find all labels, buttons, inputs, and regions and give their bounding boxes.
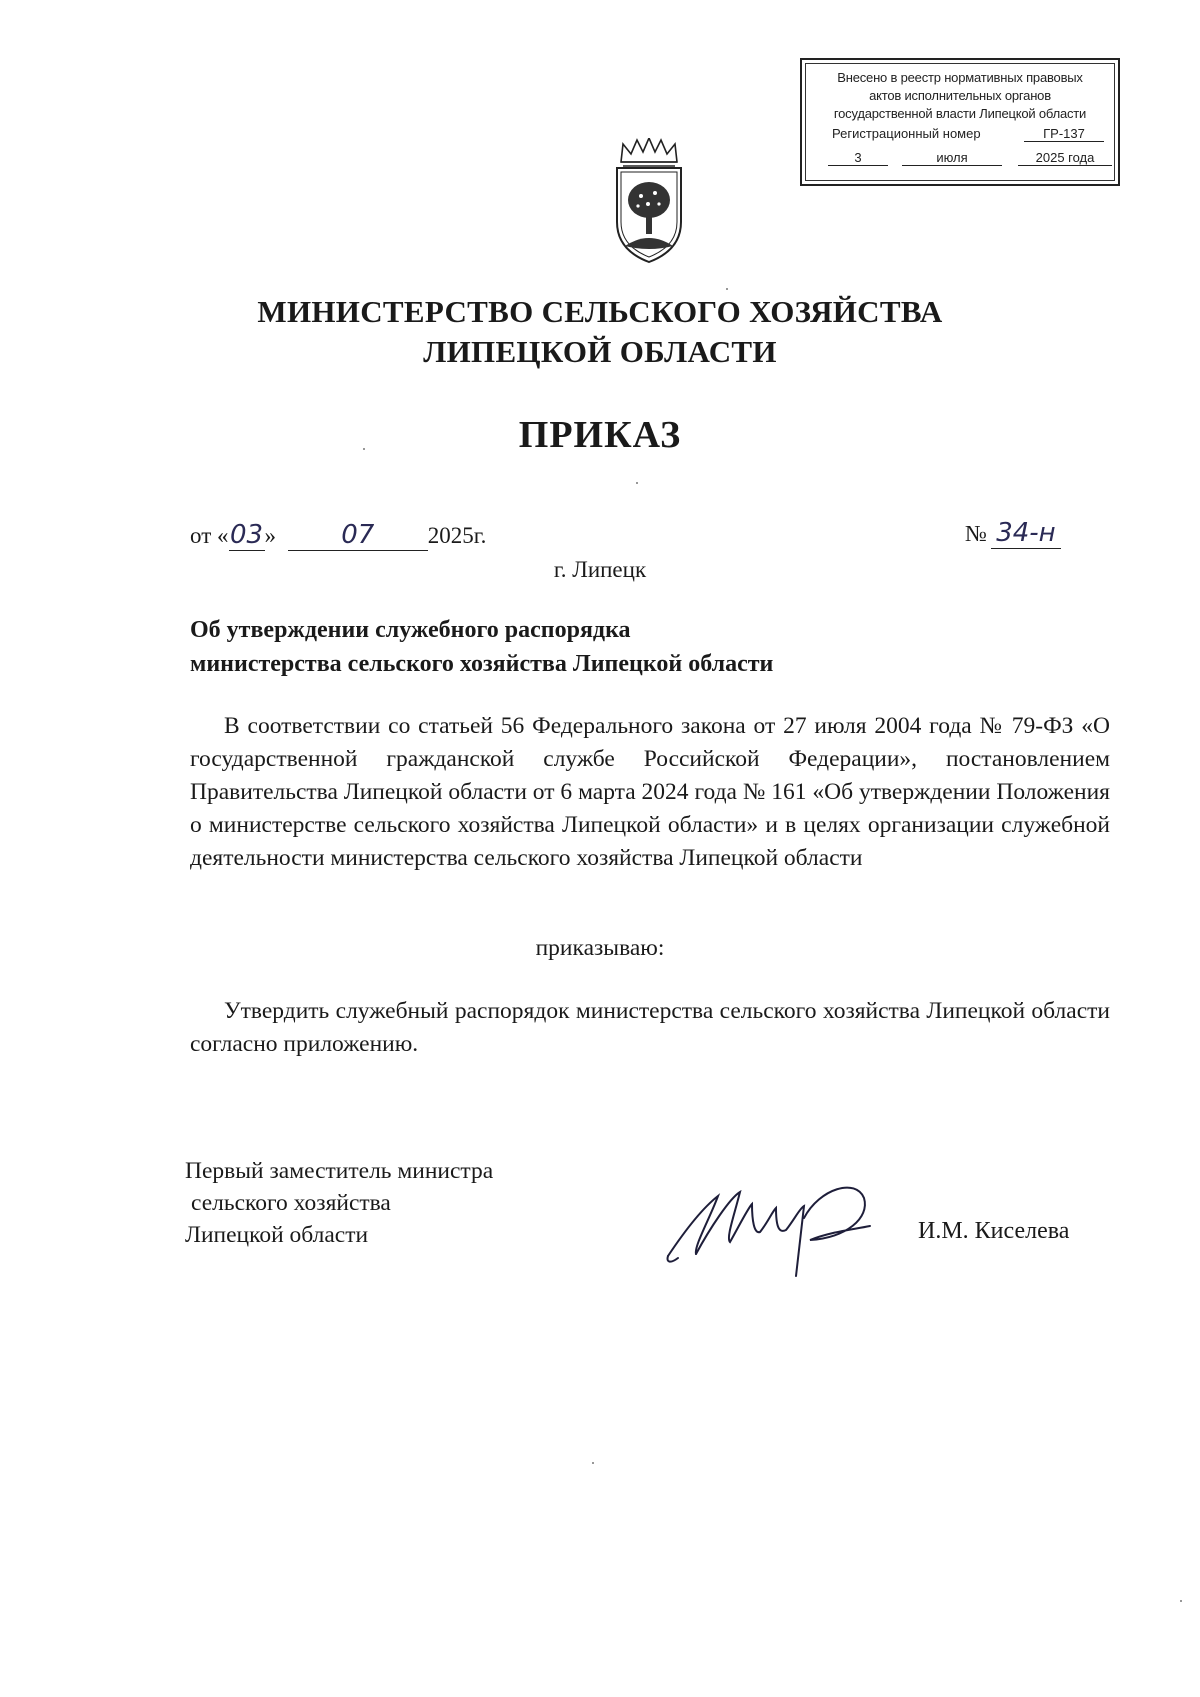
stamp-month: июля	[902, 150, 1002, 166]
date-prefix: от «	[190, 523, 229, 548]
registry-stamp	[800, 58, 1120, 186]
date-year: 2025г.	[427, 523, 487, 548]
stamp-day: 3	[828, 150, 888, 166]
signer-position	[185, 1155, 493, 1251]
date-line	[190, 520, 486, 551]
preamble-paragraph: В соответствии со статьей 56 Федерального закона от 27 июля 2004 года № 79-ФЗ «О государственной гражданской службе Российской Федерации», постановлением Правительства Липецкой области от 6 марта 2024 года № 161 «Об утверждении Положения о министерстве сельского хозяйства Липецкой области» и в целях организации служебной деятельности министерства сельского хозяйства Липецкой области	[190, 713, 1110, 871]
stamp-year: 2025 года	[1018, 150, 1112, 166]
scan-speck	[636, 482, 638, 484]
coat-of-arms-emblem	[611, 138, 687, 268]
stamp-line-2: актов исполнительных органов	[869, 88, 1051, 103]
subject-line-2: министерства сельского хозяйства Липецкой области	[190, 651, 774, 677]
signer-position-line-1: Первый заместитель министра	[185, 1158, 494, 1184]
subject-line-1: Об утверждении служебного распорядка	[190, 617, 631, 643]
stamp-line-1: Внесено в реестр нормативных правовых	[837, 70, 1083, 85]
directive-paragraph: Утвердить служебный распорядок министерства сельского хозяйства Липецкой области согласно приложению.	[190, 998, 1110, 1057]
city-name: г. Липецк	[553, 557, 647, 582]
document-type-heading: ПРИКАЗ	[518, 414, 682, 456]
order-directive-word: приказываю:	[535, 935, 665, 961]
date-day-handwritten: 03	[229, 520, 264, 550]
order-number-handwritten: 34-н	[991, 518, 1061, 549]
handwritten-signature	[660, 1168, 890, 1278]
registry-stamp-frame	[805, 63, 1115, 181]
scan-speck	[1180, 1600, 1182, 1602]
date-close-quote: »	[264, 523, 276, 548]
date-month-handwritten: 07	[288, 520, 428, 551]
scan-speck	[363, 448, 365, 450]
stamp-line-3: государственной власти Липецкой области	[833, 106, 1087, 121]
scan-speck	[592, 1462, 594, 1464]
stamp-reg-number: ГР-137	[1024, 126, 1104, 142]
signer-name: И.М. Киселева	[918, 1218, 1070, 1244]
scan-speck	[726, 288, 728, 290]
tree-figure	[625, 182, 673, 249]
order-number-line	[965, 518, 1061, 549]
document-subject	[190, 613, 773, 681]
number-label: №	[965, 521, 987, 546]
signer-position-line-3: Липецкой области	[185, 1222, 369, 1248]
crown-shape	[621, 138, 677, 162]
ministry-title-line-2: ЛИПЕЦКОЙ ОБЛАСТИ	[423, 334, 777, 369]
stamp-reg-label: Регистрационный номер	[832, 126, 981, 141]
signer-position-line-2: сельского хозяйства	[191, 1190, 391, 1216]
ministry-title-line-1: МИНИСТЕРСТВО СЕЛЬСКОГО ХОЗЯЙСТВА	[257, 294, 943, 329]
